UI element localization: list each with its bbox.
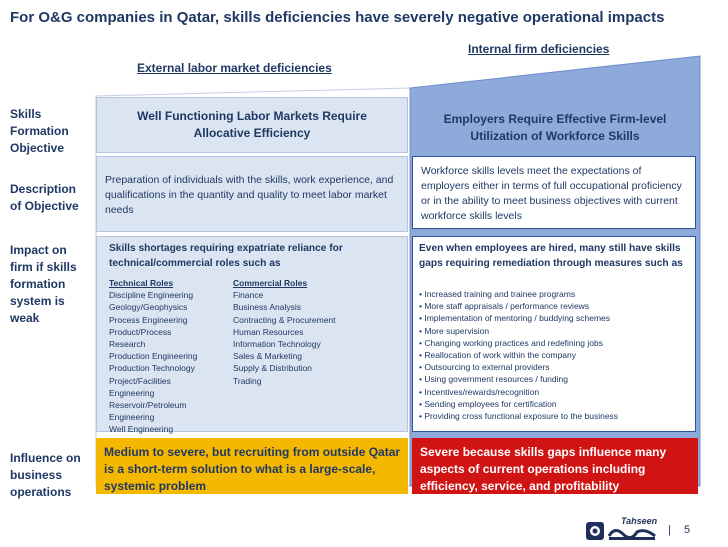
left-impact-intro: Skills shortages requiring expatriate reliance for technical/commercial roles such as — [109, 243, 343, 269]
row-label-impact: Impact on firm if skills formation system is weak — [10, 243, 77, 325]
list-item: Project/Facilities — [109, 375, 171, 386]
right-description-box — [412, 156, 696, 229]
commercial-roles-heading: Commercial Roles — [233, 278, 308, 288]
list-item: Engineering — [109, 387, 155, 398]
list-item: Production Technology — [109, 363, 195, 374]
technical-roles-heading: Technical Roles — [109, 278, 174, 288]
list-item: • Implementation of mentoring / buddying schemes — [419, 313, 611, 324]
list-item: • Increased training and trainee programs — [419, 289, 576, 299]
logo-text: Tahseen — [621, 516, 658, 526]
list-item: • Sending employees for certification — [419, 398, 557, 409]
left-influence-text: Medium to severe, but recruiting from outside Qatar is a short-term solution to what is a large-scale, systemic problem — [104, 445, 401, 493]
list-item: Human Resources — [233, 326, 304, 337]
list-item: Discipline Engineering — [109, 290, 194, 301]
row-label-description: Description of Objective — [10, 182, 79, 213]
left-impact-box — [96, 236, 408, 435]
list-item: Supply & Distribution — [233, 363, 312, 374]
list-item: Finance — [233, 290, 264, 301]
tahseen-logo — [585, 518, 661, 542]
list-item: Reservoir/Petroleum — [109, 400, 187, 411]
list-item: Well Engineering — [109, 424, 174, 435]
list-item: Trading — [233, 375, 262, 386]
list-item: Production Engineering — [109, 351, 198, 362]
list-item: Contracting & Procurement — [233, 314, 336, 325]
page-title: For O&G companies in Qatar, skills deficiencies have severely negative operational impacts — [10, 9, 665, 26]
internal-deficiencies-header: Internal firm deficiencies — [468, 42, 610, 56]
left-description-text: Preparation of individuals with the skills, work experience, and qualifications in the quantity and quality to meet labor market needs — [105, 174, 394, 216]
commercial-roles-list — [233, 277, 383, 436]
list-item: • Changing working practices and redefining jobs — [419, 337, 603, 348]
technical-roles-list — [109, 277, 233, 436]
list-item: Business Analysis — [233, 302, 302, 313]
list-item: Information Technology — [233, 339, 321, 350]
list-item: • Outsourcing to external providers — [419, 362, 550, 373]
left-description-box — [96, 156, 408, 232]
right-impact-box — [412, 236, 696, 432]
page-number: 5 — [684, 524, 691, 536]
list-item: • Incentives/rewards/recognition — [419, 386, 540, 397]
list-item: Research — [109, 339, 146, 350]
row-label-skills-formation: Skills Formation Objective — [10, 107, 69, 155]
right-objective-box — [412, 104, 698, 152]
list-item: Engineering — [109, 412, 155, 423]
right-influence-text: Severe because skills gaps influence many aspects of current operations including efficiency, service, and profitability — [420, 445, 667, 493]
left-objective-box — [96, 97, 408, 153]
list-item: • More staff appraisals / performance reviews — [419, 301, 590, 312]
right-impact-intro: Even when employees are hired, many still have skills gaps requiring remediation through measures such as — [419, 243, 683, 269]
list-item: Geology/Geophysics — [109, 302, 188, 313]
right-influence-box — [412, 438, 698, 494]
row-label-influence: Influence on business operations — [10, 451, 81, 499]
list-item: • Reallocation of work within the company — [419, 350, 576, 361]
right-description-text: Workforce skills levels meet the expectations of employers either in terms of full occupational proficiency or in the ability to meet business objectives with current workforce skills levels — [421, 165, 682, 222]
right-objective-text: Employers Require Effective Firm-level Utilization of Workforce Skills — [443, 112, 667, 143]
list-item: • More supervision — [419, 325, 490, 336]
left-influence-box — [96, 438, 408, 494]
remediation-measures-list — [419, 288, 689, 422]
list-item: • Providing cross functional exposure to the business — [419, 411, 619, 422]
footer-separator: | — [668, 524, 671, 536]
left-objective-text: Well Functioning Labor Markets Require Allocative Efficiency — [137, 109, 367, 140]
list-item: • Using government resources / funding — [419, 374, 568, 385]
external-deficiencies-header: External labor market deficiencies — [137, 61, 332, 75]
list-item: Product/Process — [109, 326, 172, 337]
list-item: Process Engineering — [109, 314, 188, 325]
list-item: Sales & Marketing — [233, 351, 302, 362]
